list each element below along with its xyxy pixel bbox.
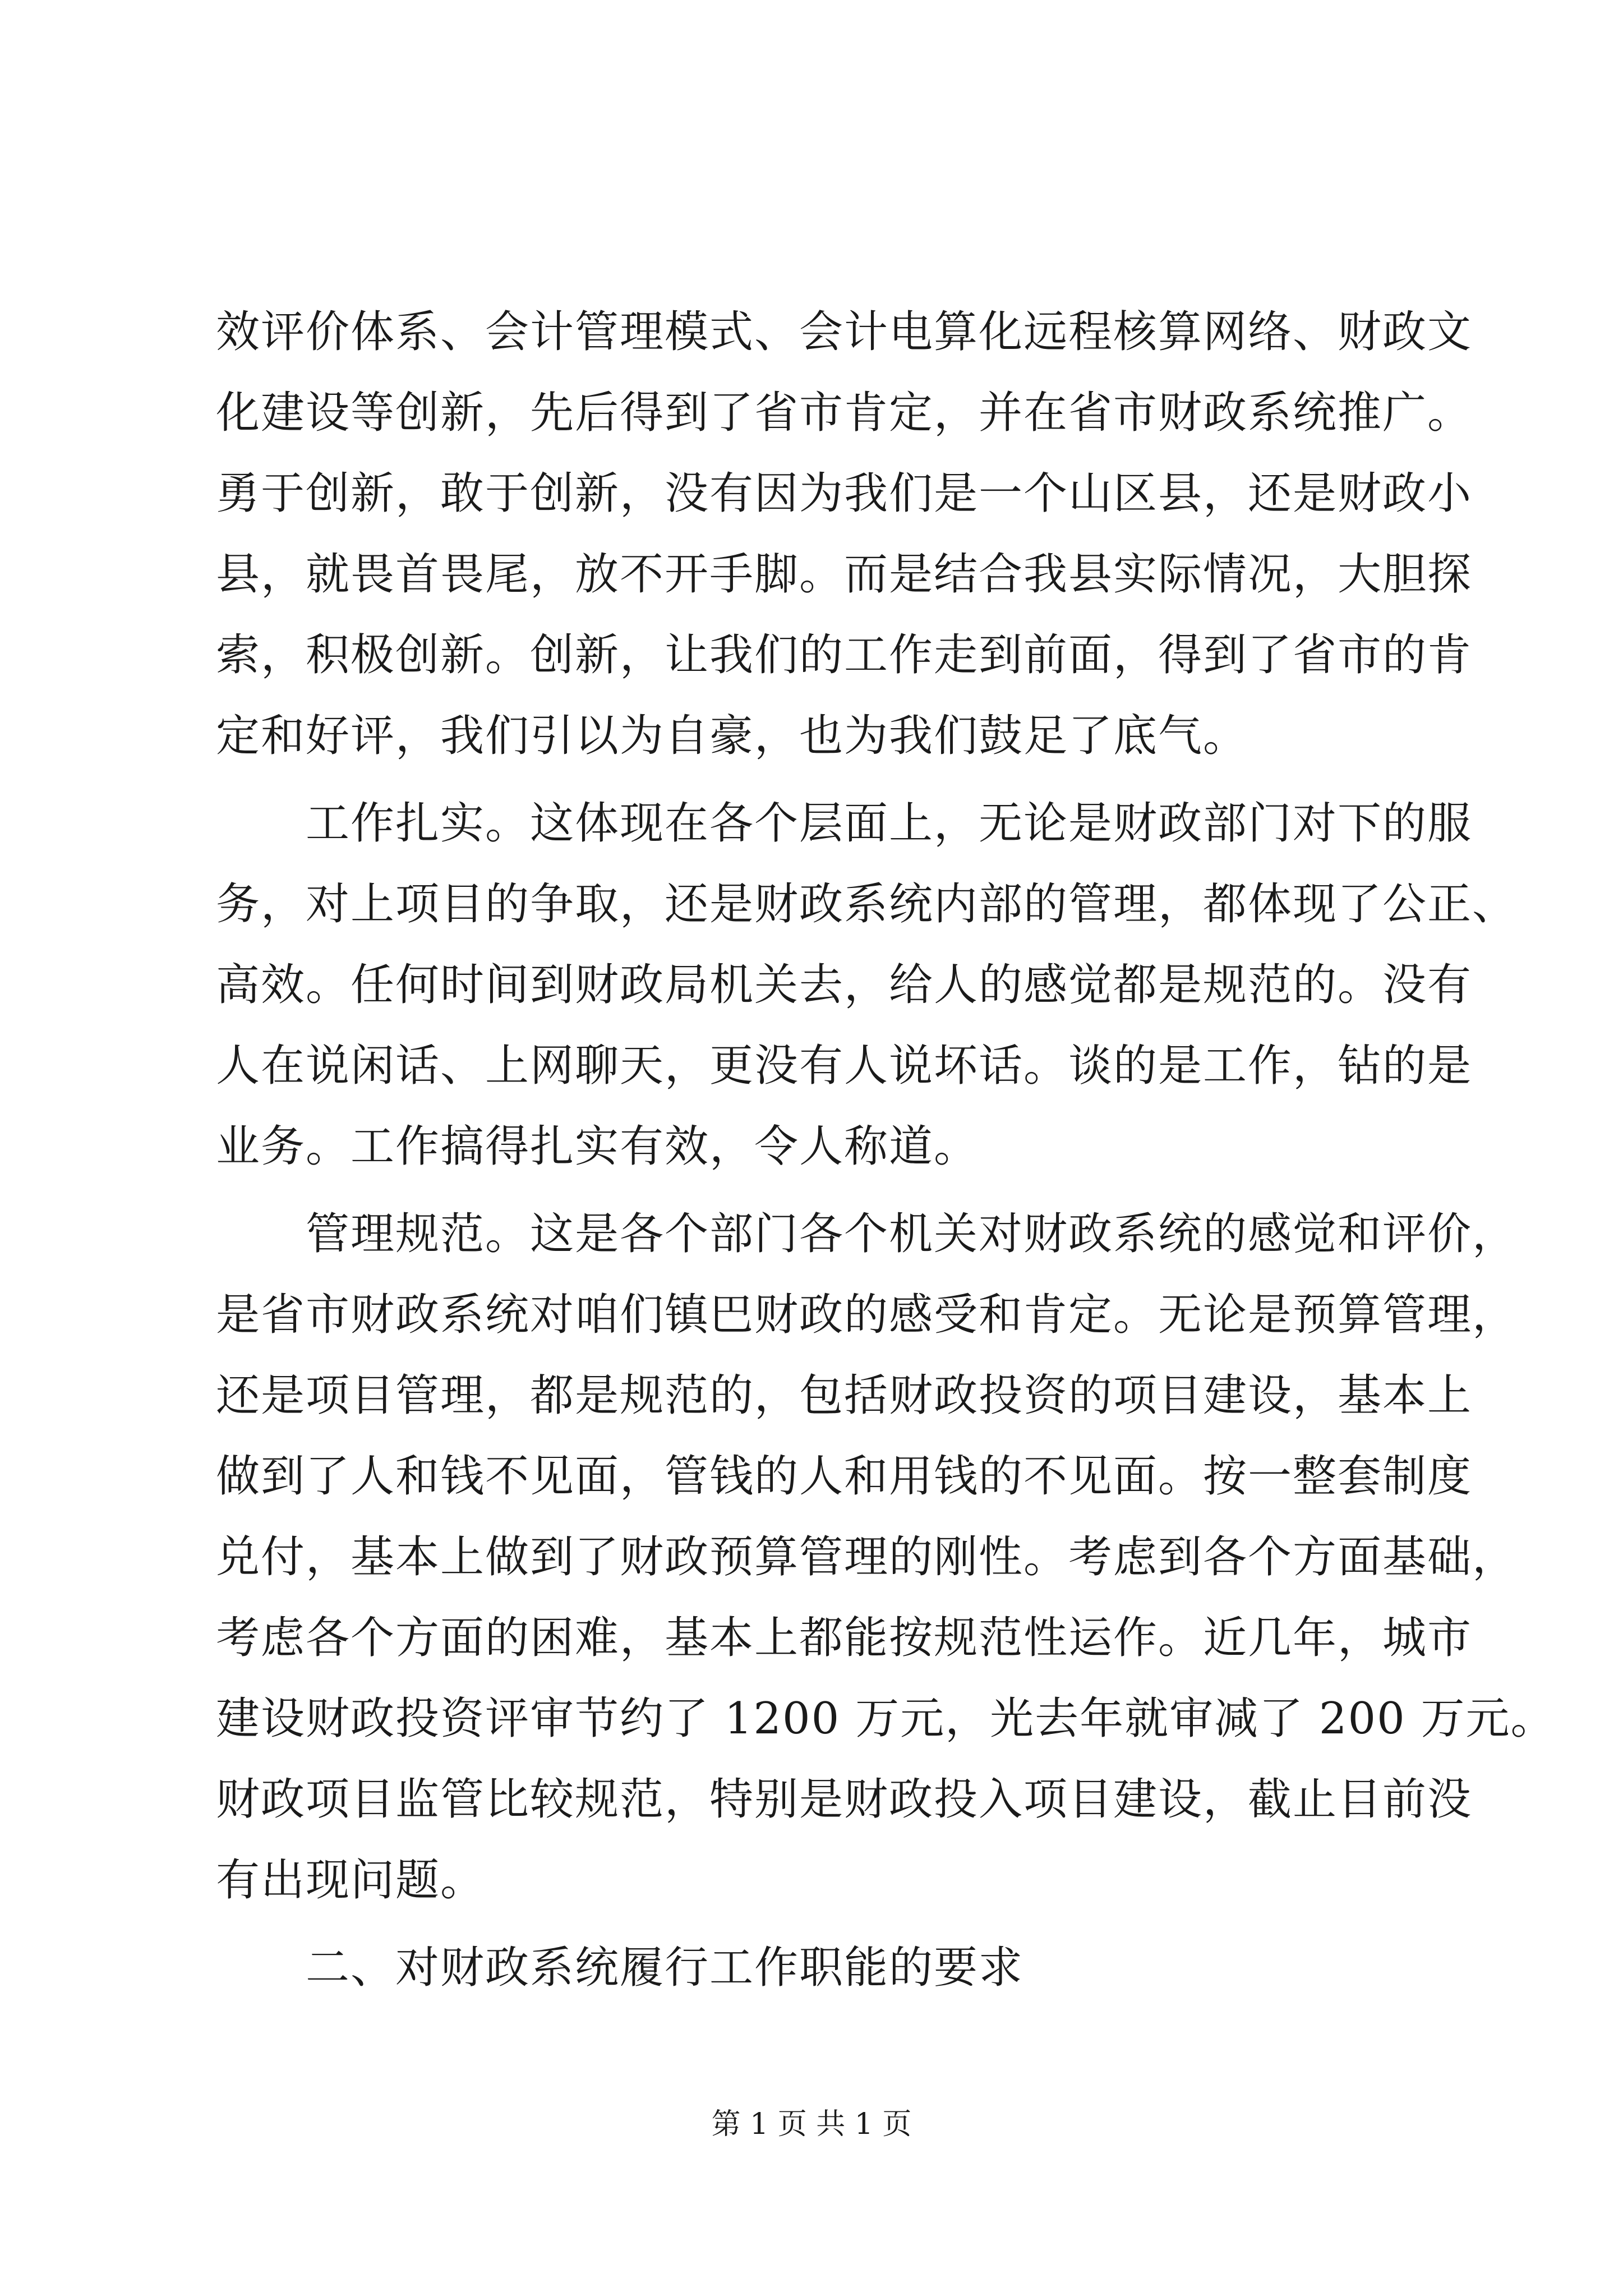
document-body bbox=[216, 292, 1556, 2008]
text-line: 县，就畏首畏尾，放不开手脚。而是结合我县实际情况，大胆探 bbox=[216, 549, 1473, 600]
paragraph-start-line: 管理规范。这是各个部门各个机关对财政系统的感觉和评价， bbox=[306, 1209, 1518, 1259]
text-line: 考虑各个方面的困难，基本上都能按规范性运作。近几年，城市 bbox=[216, 1613, 1473, 1663]
text-line: 做到了人和钱不见面，管钱的人和用钱的不见面。按一整套制度 bbox=[216, 1451, 1473, 1502]
text-line: 高效。任何时间到财政局机关去，给人的感觉都是规范的。没有 bbox=[216, 960, 1473, 1010]
section-heading: 二、对财政系统履行工作职能的要求 bbox=[306, 1943, 1024, 1993]
text-line: 效评价体系、会计管理模式、会计电算化远程核算网络、财政文 bbox=[216, 307, 1473, 357]
text-line: 业务。工作搞得扎实有效，令人称道。 bbox=[216, 1121, 979, 1172]
text-line: 勇于创新，敢于创新，没有因为我们是一个山区县，还是财政小 bbox=[216, 468, 1473, 519]
paragraph-start-line: 工作扎实。这体现在各个层面上，无论是财政部门对下的服 bbox=[306, 798, 1473, 849]
text-line: 务，对上项目的争取，还是财政系统内部的管理，都体现了公正、 bbox=[216, 879, 1518, 930]
text-line: 索，积极创新。创新，让我们的工作走到前面，得到了省市的肯 bbox=[216, 630, 1473, 680]
page-footer: 第 1 页 共 1 页 bbox=[711, 2108, 912, 2141]
text-line: 有出现问题。 bbox=[216, 1855, 486, 1906]
text-line: 还是项目管理，都是规范的，包括财政投资的项目建设，基本上 bbox=[216, 1370, 1473, 1421]
text-line: 财政项目监管比较规范，特别是财政投入项目建设，截止目前没 bbox=[216, 1774, 1473, 1825]
text-line: 兑付，基本上做到了财政预算管理的刚性。考虑到各个方面基础， bbox=[216, 1532, 1518, 1582]
text-line: 人在说闲话、上网聊天，更没有人说坏话。谈的是工作，钻的是 bbox=[216, 1041, 1473, 1091]
text-line: 是省市财政系统对咱们镇巴财政的感受和肯定。无论是预算管理， bbox=[216, 1290, 1518, 1340]
text-line: 定和好评，我们引以为自豪，也为我们鼓足了底气。 bbox=[216, 711, 1248, 761]
text-line: 建设财政投资评审节约了 1200 万元，光去年就审减了 200 万元。 bbox=[216, 1694, 1556, 1744]
text-line: 化建设等创新，先后得到了省市肯定，并在省市财政系统推广。 bbox=[216, 388, 1473, 438]
